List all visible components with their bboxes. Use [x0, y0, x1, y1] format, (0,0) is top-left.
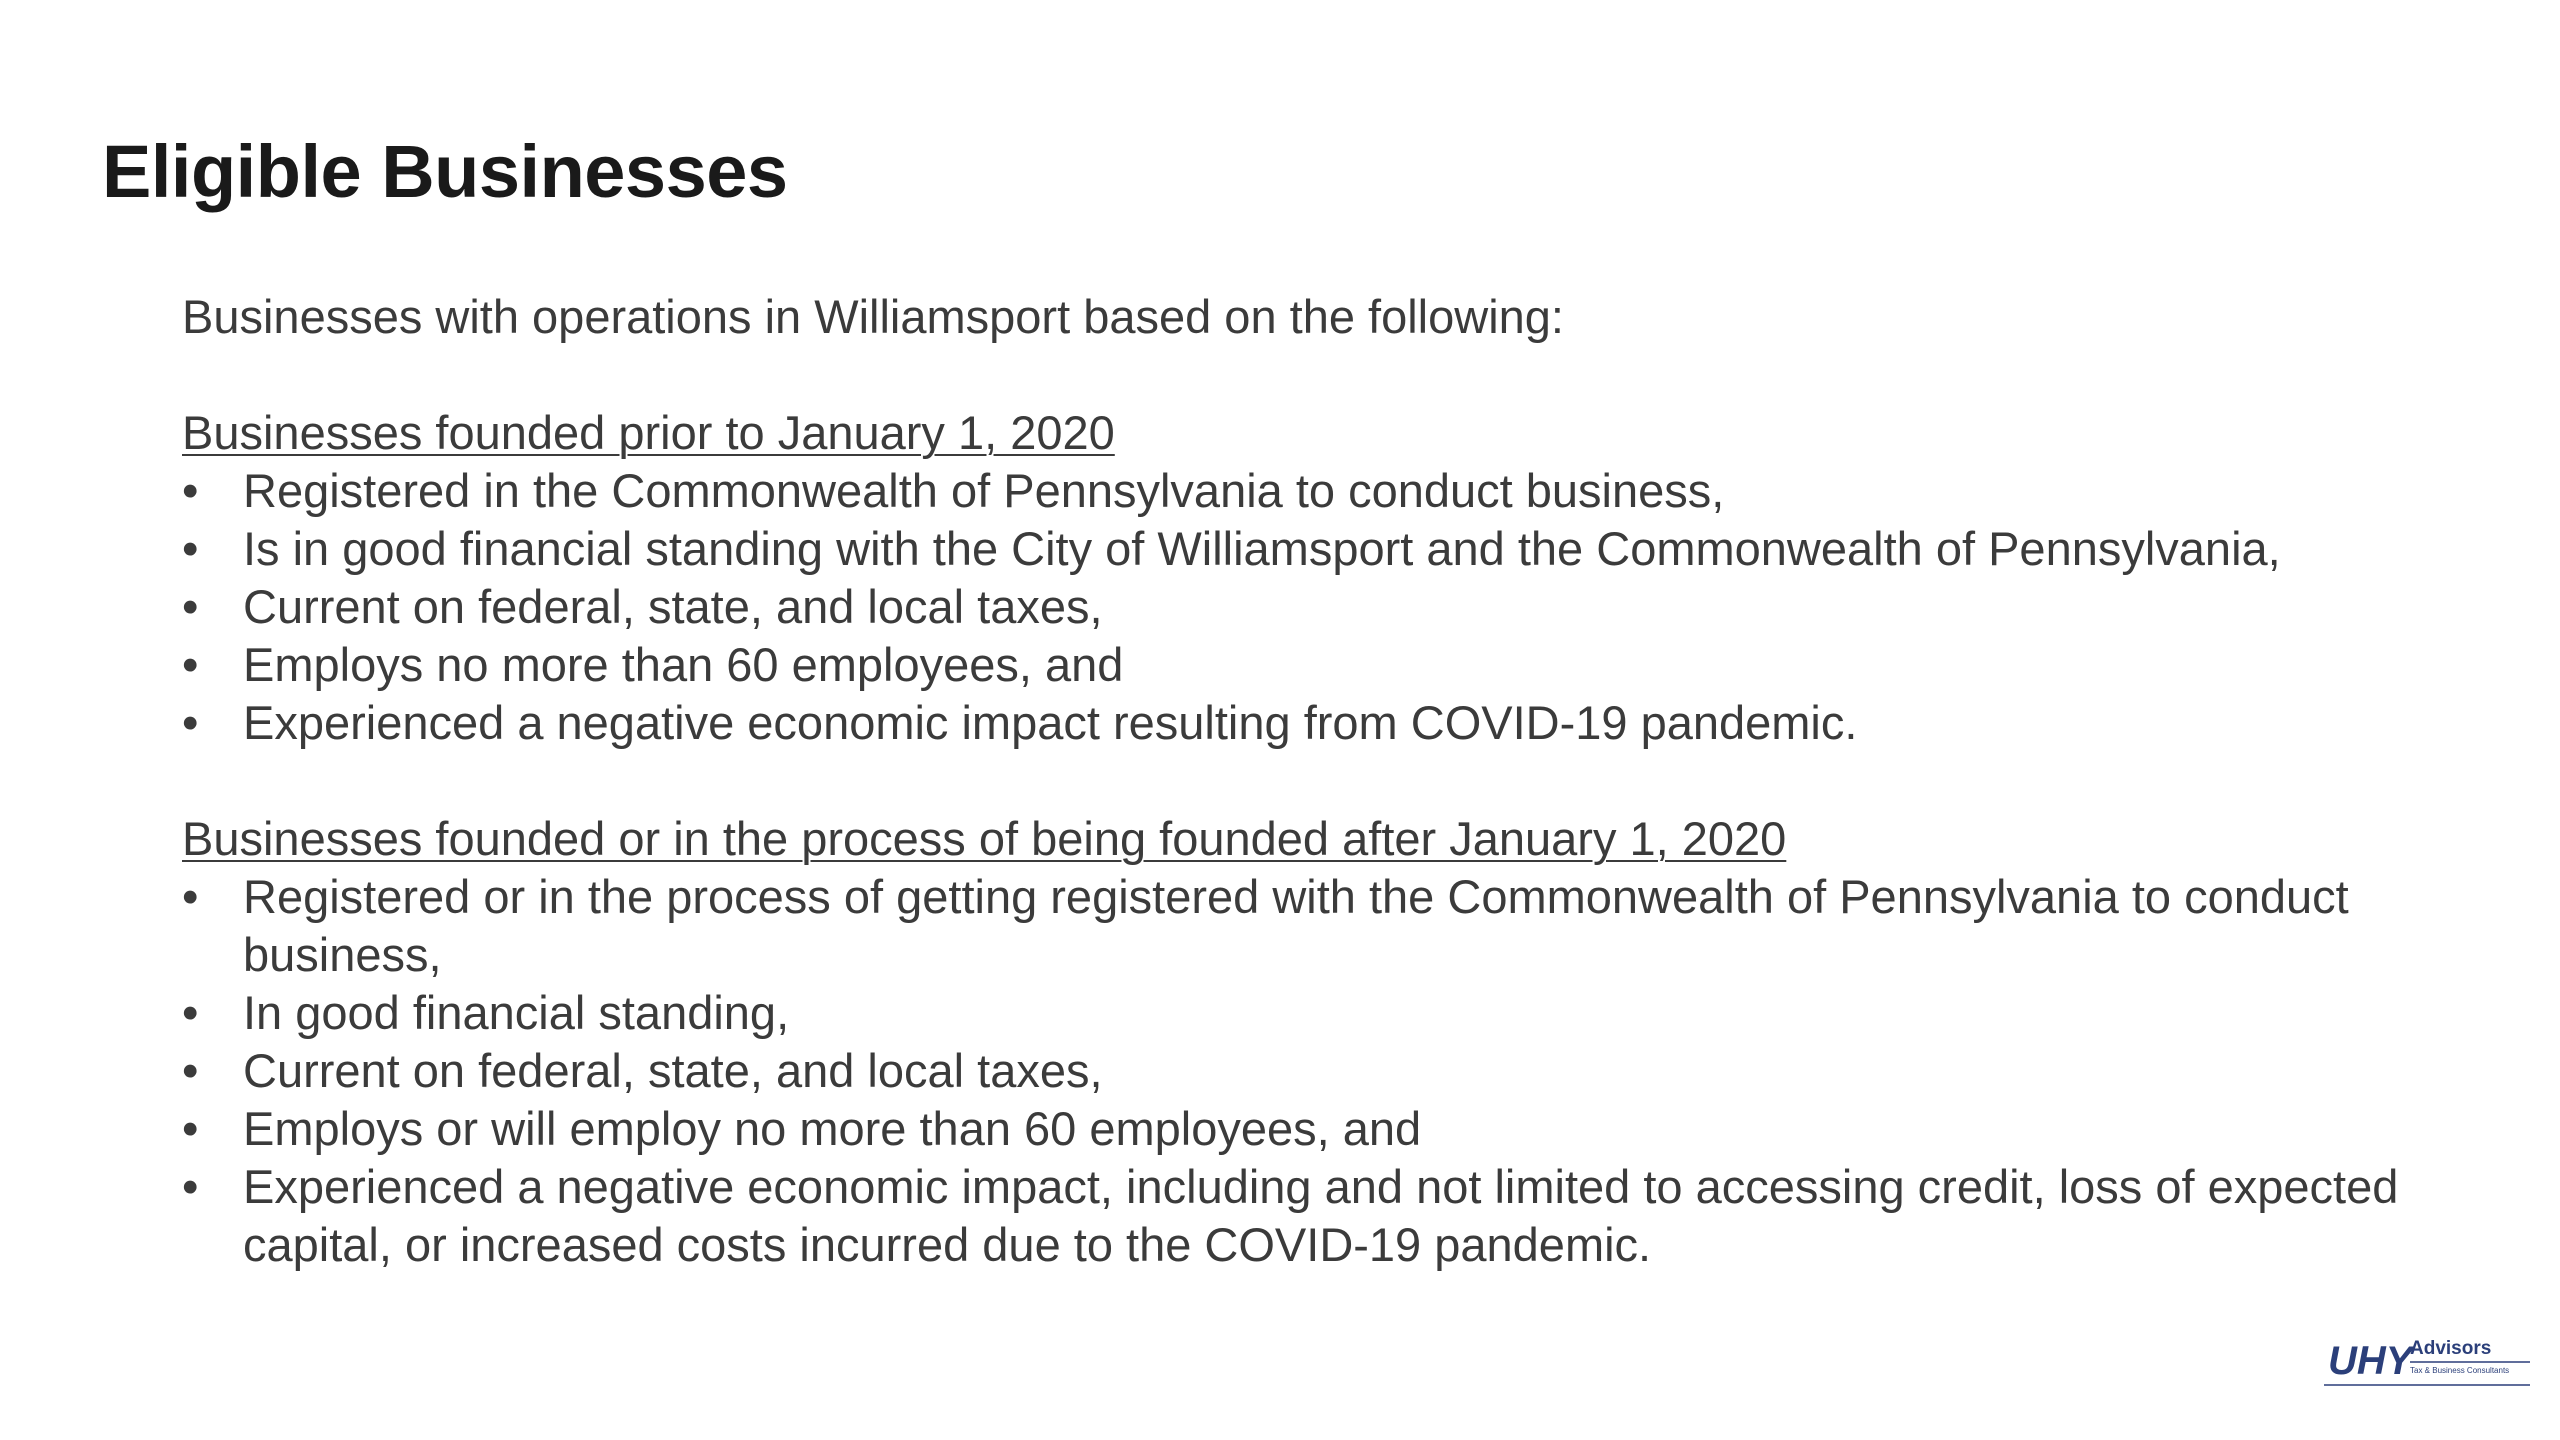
list-item-text: Registered in the Commonwealth of Pennsylvania to conduct business, — [243, 464, 1725, 517]
list-item — [182, 578, 2432, 636]
bullet-icon: • — [182, 986, 199, 1039]
list-item-text: In good financial standing, — [243, 986, 790, 1039]
list-item-text: Experienced a negative economic impact, including and not limited to accessing credit, loss of expected capital, or increased costs incurred due to the COVID-19 pandemic. — [243, 1160, 2399, 1271]
bullet-icon: • — [182, 696, 199, 749]
logo-mark: UHY — [2328, 1339, 2413, 1383]
intro-text: Businesses with operations in Williamsport based on the following: — [182, 290, 1564, 343]
list-item-text: Experienced a negative economic impact resulting from COVID-19 pandemic. — [243, 696, 1858, 749]
list-item — [182, 636, 2432, 694]
logo-name: Advisors — [2410, 1338, 2492, 1359]
list-item — [182, 520, 2432, 578]
bullet-icon: • — [182, 522, 199, 575]
logo-tagline: Tax & Business Consultants — [2410, 1366, 2510, 1375]
list-item-text: Employs no more than 60 employees, and — [243, 638, 1124, 691]
bullet-icon: • — [182, 870, 199, 923]
bullet-list-prior — [182, 462, 2432, 752]
list-item-text: Current on federal, state, and local taxes, — [243, 1044, 1103, 1097]
list-item-text: Current on federal, state, and local taxes, — [243, 580, 1103, 633]
section-heading-prior: Businesses founded prior to January 1, 2020 — [182, 406, 1115, 459]
section-spacer — [182, 752, 2432, 810]
list-item — [182, 1042, 2432, 1100]
bullet-icon: • — [182, 580, 199, 633]
bullet-icon: • — [182, 464, 199, 517]
list-item-text: Employs or will employ no more than 60 employees, and — [243, 1102, 1422, 1155]
slide-content — [182, 288, 2432, 1274]
bullet-icon: • — [182, 1044, 199, 1097]
bullet-list-after — [182, 868, 2432, 1274]
list-item — [182, 868, 2432, 984]
list-item — [182, 694, 2432, 752]
list-item — [182, 984, 2432, 1042]
page-title: Eligible Businesses — [102, 130, 788, 213]
section-heading-after: Businesses founded or in the process of being founded after January 1, 2020 — [182, 812, 1787, 865]
bullet-icon: • — [182, 1160, 199, 1213]
list-item-text: Registered or in the process of getting registered with the Commonwealth of Pennsylvania to conduct business, — [243, 870, 2349, 981]
list-item-text: Is in good financial standing with the City of Williamsport and the Commonwealth of Pennsylvania, — [243, 522, 2281, 575]
list-item — [182, 462, 2432, 520]
bullet-icon: • — [182, 638, 199, 691]
uhy-advisors-logo — [2324, 1332, 2534, 1392]
list-item — [182, 1158, 2432, 1274]
bullet-icon: • — [182, 1102, 199, 1155]
list-item — [182, 1100, 2432, 1158]
